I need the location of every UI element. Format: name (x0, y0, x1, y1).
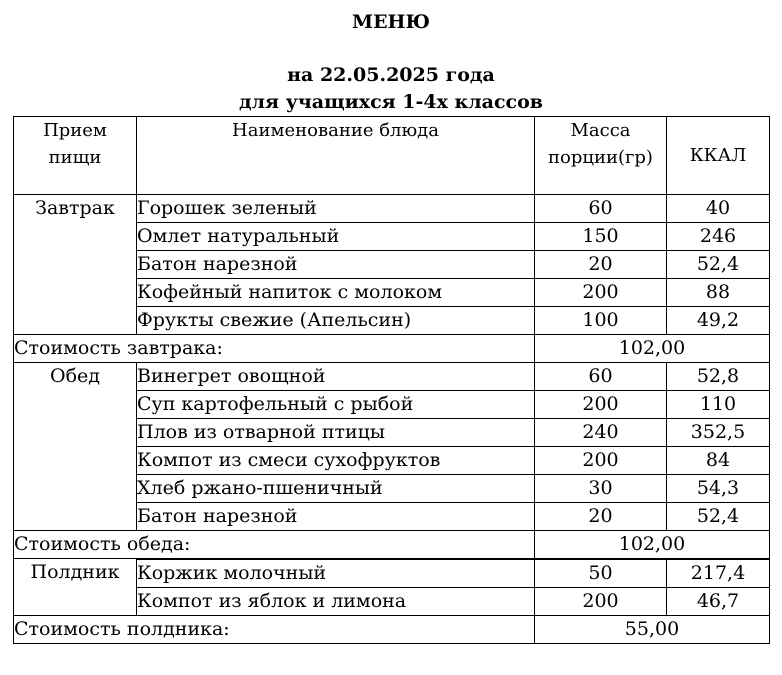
dish-name: Кофейный напиток с молоком (137, 279, 535, 307)
cost-value: 55,00 (535, 616, 770, 644)
menu-table (13, 116, 770, 644)
dish-mass: 150 (535, 223, 667, 251)
menu-audience: для учащихся 1-4х классов (239, 91, 543, 113)
menu-body (14, 195, 770, 644)
dish-name: Плов из отварной птицы (137, 419, 535, 447)
dish-kcal: 40 (667, 195, 770, 223)
col-kcal-header: ККАЛ (667, 117, 770, 195)
dish-kcal: 88 (667, 279, 770, 307)
dish-kcal: 49,2 (667, 307, 770, 335)
meal-name: Полдник (14, 559, 137, 616)
col-meal-header: Прием пищи (14, 117, 137, 195)
dish-mass: 200 (535, 391, 667, 419)
table-row (14, 363, 770, 391)
dish-name: Коржик молочный (137, 560, 535, 588)
dish-mass: 100 (535, 307, 667, 335)
dish-kcal: 52,8 (667, 363, 770, 391)
cost-value: 102,00 (535, 335, 770, 363)
dish-kcal: 46,7 (667, 588, 770, 616)
cost-value: 102,00 (535, 531, 770, 559)
col-mass-header: Масса порции(гр) (535, 117, 667, 195)
header-row (14, 117, 770, 195)
dish-name: Омлет натуральный (137, 223, 535, 251)
dish-mass: 30 (535, 475, 667, 503)
col-dish-header: Наименование блюда (137, 117, 535, 195)
dish-mass: 200 (535, 588, 667, 616)
menu-date: на 22.05.2025 года (287, 64, 495, 86)
meal-name: Обед (14, 363, 137, 531)
cost-row (14, 531, 770, 559)
dish-mass: 200 (535, 279, 667, 307)
cost-label: Стоимость полдника: (14, 616, 535, 644)
dish-kcal: 246 (667, 223, 770, 251)
dish-name: Компот из яблок и лимона (137, 588, 535, 616)
menu-title: МЕНЮ (352, 11, 430, 33)
dish-mass: 60 (535, 195, 667, 223)
dish-name: Винегрет овощной (137, 363, 535, 391)
dish-mass: 200 (535, 447, 667, 475)
cost-row (14, 616, 770, 644)
dish-name: Компот из смеси сухофруктов (137, 447, 535, 475)
cost-label: Стоимость завтрака: (14, 335, 535, 363)
meal-name: Завтрак (14, 195, 137, 335)
dish-name: Суп картофельный с рыбой (137, 391, 535, 419)
cost-label: Стоимость обеда: (14, 531, 535, 559)
dish-kcal: 52,4 (667, 251, 770, 279)
dish-name: Горошек зеленый (137, 195, 535, 223)
dish-mass: 50 (535, 560, 667, 588)
dish-name: Батон нарезной (137, 251, 535, 279)
dish-kcal: 110 (667, 391, 770, 419)
dish-kcal: 84 (667, 447, 770, 475)
dish-kcal: 52,4 (667, 503, 770, 531)
dish-kcal: 54,3 (667, 475, 770, 503)
dish-mass: 20 (535, 251, 667, 279)
dish-mass: 20 (535, 503, 667, 531)
dish-kcal: 352,5 (667, 419, 770, 447)
dish-name: Хлеб ржано-пшеничный (137, 475, 535, 503)
dish-mass: 60 (535, 363, 667, 391)
dish-name: Батон нарезной (137, 503, 535, 531)
cost-row (14, 335, 770, 363)
table-row (14, 195, 770, 223)
dish-mass: 240 (535, 419, 667, 447)
dish-name: Фрукты свежие (Апельсин) (137, 307, 535, 335)
dish-kcal: 217,4 (667, 560, 770, 588)
